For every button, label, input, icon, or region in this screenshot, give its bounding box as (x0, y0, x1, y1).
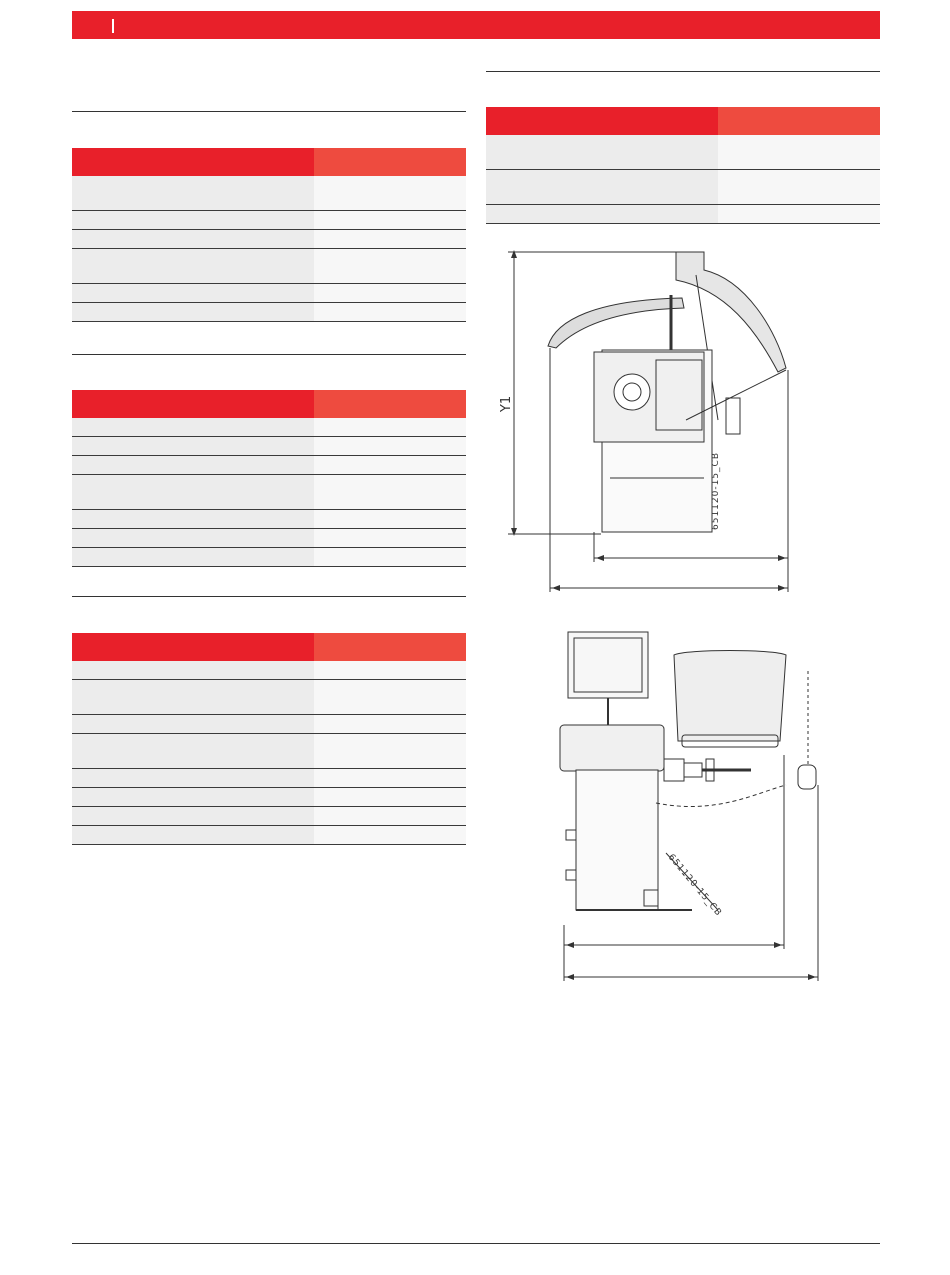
table-row (72, 661, 466, 680)
section-divider (72, 354, 466, 355)
spec-table-2 (72, 390, 466, 567)
table-row (486, 170, 880, 205)
table-row (72, 788, 466, 807)
table-row (486, 205, 880, 224)
side-view-drawing (486, 240, 880, 600)
table-row (72, 437, 466, 456)
dimension-label: Y1 (499, 395, 514, 413)
section-divider (72, 111, 466, 112)
table-row (72, 529, 466, 548)
section-divider (486, 71, 880, 72)
table-row (72, 715, 466, 734)
table-row (486, 135, 880, 170)
drawing-code: 651120-15_CB (711, 451, 721, 530)
table-row (72, 769, 466, 788)
table-row (72, 680, 466, 715)
table-row (72, 418, 466, 437)
spec-table-right (486, 107, 880, 224)
table-row (72, 456, 466, 475)
table-row (72, 826, 466, 845)
header-bar (72, 11, 880, 39)
table-row (72, 807, 466, 826)
table-row (72, 284, 466, 303)
footer-rule (72, 1243, 880, 1244)
table-row (72, 548, 466, 567)
table-header (486, 107, 880, 135)
drawing-code: 651120-15_CB (665, 852, 724, 919)
table-row (72, 230, 466, 249)
spec-table-1 (72, 148, 466, 322)
header-divider (112, 19, 114, 33)
section-divider (72, 596, 466, 597)
table-header (72, 390, 466, 418)
table-row (72, 475, 466, 510)
table-row (72, 211, 466, 230)
table-row (72, 303, 466, 322)
front-view-drawing (486, 625, 880, 990)
table-header (72, 148, 466, 176)
spec-table-3 (72, 633, 466, 845)
table-row (72, 510, 466, 529)
table-row (72, 734, 466, 769)
table-row (72, 176, 466, 211)
table-header (72, 633, 466, 661)
table-row (72, 249, 466, 284)
